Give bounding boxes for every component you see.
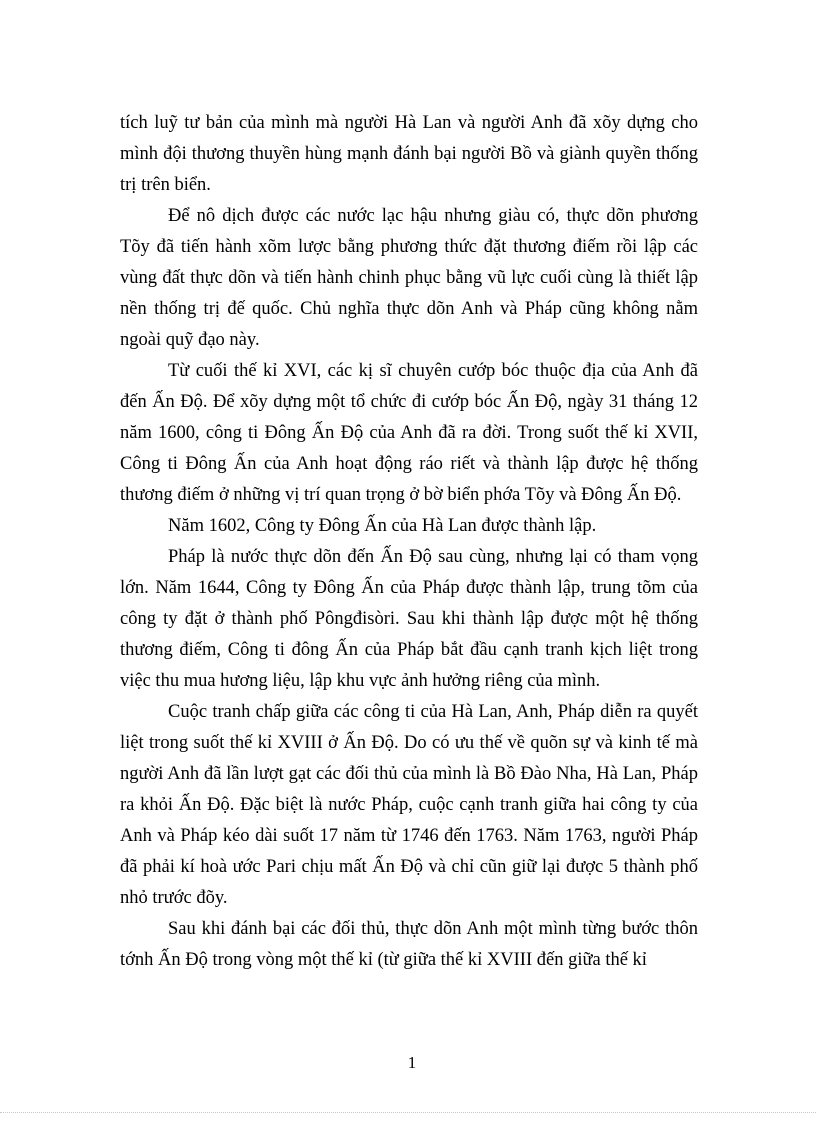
paragraph-3: Từ cuối thế kỉ XVI, các kị sĩ chuyên cướp bóc thuộc địa của Anh đã đến Ấn Độ. Để xõy dựng một tổ chức đi cướp bóc Ấn Độ, ngày 31 tháng 12 năm 1600, công ti Đông Ấn Độ của Anh đã ra đời. Trong suốt thế kỉ XVII, Công ti Đông Ấn của Anh hoạt động ráo riết và thành lập được hệ thống thương điếm ở những vị trí quan trọng ở bờ biển phớa Tõy và Đông Ấn Độ. — [120, 361, 698, 505]
body-text — [120, 108, 698, 976]
paragraph-5: Pháp là nước thực dõn đến Ấn Độ sau cùng, nhưng lại có tham vọng lớn. Năm 1644, Công ty Đông Ấn của Pháp được thành lập, trung tõm của công ty đặt ở thành phố Pôngđisòri. Sau khi thành lập được một hệ thống thương điếm, Công ti đông Ấn của Pháp bắt đầu cạnh tranh kịch liệt trong việc thu mua hương liệu, lập khu vực ảnh hưởng riêng của mình. — [120, 547, 698, 691]
paragraph-7: Sau khi đánh bại các đối thủ, thực dõn Anh một mình từng bước thôn tớnh Ấn Độ trong vòng một thế kỉ (từ giữa thế kỉ XVIII đến giữa thế kỉ — [120, 919, 698, 970]
paragraph-4: Năm 1602, Công ty Đông Ấn của Hà Lan được thành lập. — [168, 516, 597, 536]
page-bottom-divider — [0, 1112, 816, 1113]
paragraph-2: Để nô dịch được các nước lạc hậu nhưng giàu có, thực dõn phương Tõy đã tiến hành xõm lược bằng phương thức đặt thương điếm rồi lập các vùng đất thực dõn và tiến hành chinh phục bằng vũ lực cuối cùng là thiết lập nền thống trị đế quốc. Chủ nghĩa thực dõn Anh và Pháp cũng không nằm ngoài quỹ đạo này. — [120, 206, 698, 350]
paragraph-1: tích luỹ tư bản của mình mà người Hà Lan và người Anh đã xõy dựng cho mình đội thương thuyền hùng mạnh đánh bại người Bồ và giành quyền thống trị trên biển. — [120, 113, 698, 195]
paragraph-6: Cuộc tranh chấp giữa các công ti của Hà Lan, Anh, Pháp diễn ra quyết liệt trong suốt thế kỉ XVIII ở Ấn Độ. Do có ưu thế về quõn sự và kinh tế mà người Anh đã lần lượt gạt các đối thủ của mình là Bồ Đào Nha, Hà Lan, Pháp ra khỏi Ấn Độ. Đặc biệt là nước Pháp, cuộc cạnh tranh giữa hai công ty của Anh và Pháp kéo dài suốt 17 năm từ 1746 đến 1763. Năm 1763, người Pháp đã phải kí hoà ước Pari chịu mất Ấn Độ và chỉ cũn giữ lại được 5 thành phố nhỏ trước đõy. — [120, 702, 698, 908]
page-number: 1 — [407, 1053, 417, 1072]
